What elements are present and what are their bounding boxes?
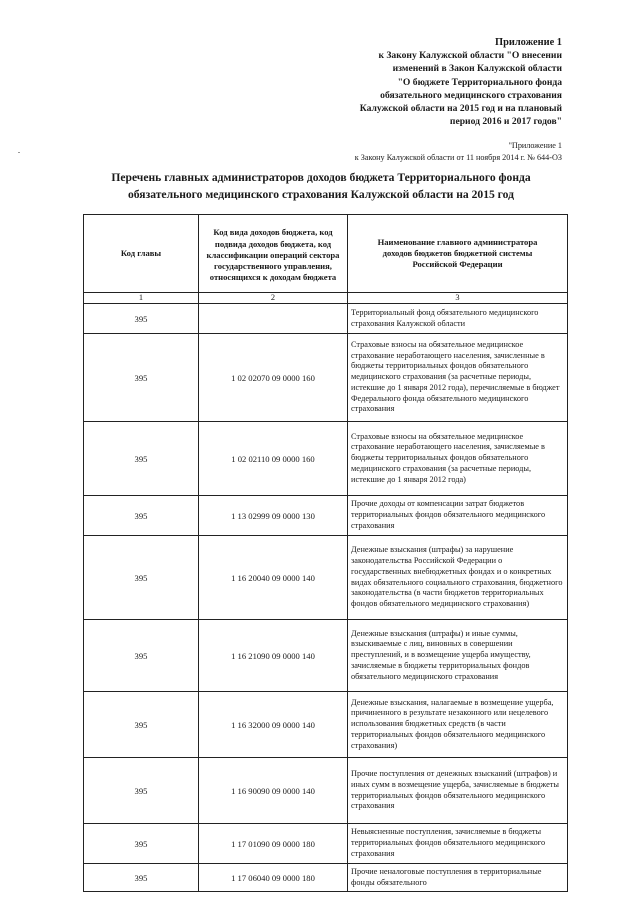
row-code: 395 bbox=[84, 496, 199, 536]
row-name: Страховые взносы на обязательное медицинское страхование неработающего населения, зачисленные в бюджеты территориальных фондов обязательного медицинского страхования (за расчетные периоды, истекшие до 1 января 2012 года), перечисляемые в бюджет Федерального фонда обязательного медицинского страхования bbox=[348, 334, 568, 422]
table-row bbox=[84, 864, 568, 892]
row-code: 395 bbox=[84, 304, 199, 334]
table-row bbox=[84, 536, 568, 620]
row-name: Прочие доходы от компенсации затрат бюджетов территориальных фондов обязательного медицинского страхования bbox=[348, 496, 568, 536]
row-name: Прочие неналоговые поступления в территориальные фонды обязательного bbox=[348, 864, 568, 892]
appendix-header-line: изменений в Закон Калужской области bbox=[392, 63, 562, 75]
table-row bbox=[84, 758, 568, 824]
row-kbk: 1 02 02110 09 0000 160 bbox=[199, 422, 348, 496]
row-code: 395 bbox=[84, 536, 199, 620]
table-row bbox=[84, 334, 568, 422]
table-row bbox=[84, 304, 568, 334]
header-name: Наименование главного администратора доходов бюджетов бюджетной системы Российской Федерации bbox=[348, 215, 568, 293]
column-number: 3 bbox=[348, 293, 568, 304]
scan-mark bbox=[18, 152, 20, 153]
table-row bbox=[84, 496, 568, 536]
document-title bbox=[96, 170, 546, 203]
row-name: Денежные взыскания, налагаемые в возмещение ущерба, причиненного в результате незаконного или нецелевого использования бюджетных средств (в части территориальных фондов обязательного медицинского страхования) bbox=[348, 692, 568, 758]
row-kbk: 1 02 02070 09 0000 160 bbox=[199, 334, 348, 422]
column-number: 2 bbox=[199, 293, 348, 304]
appendix-header bbox=[322, 36, 562, 128]
appendix-header-line: Калужской области на 2015 год и на плановый bbox=[359, 103, 562, 115]
row-kbk: 1 17 01090 09 0000 180 bbox=[199, 824, 348, 864]
appendix-header-line: к Закону Калужской области "О внесении bbox=[378, 50, 562, 62]
appendix-header-line: "О бюджете Территориального фонда bbox=[397, 76, 562, 88]
column-numbers-row bbox=[84, 293, 568, 304]
header-code: Код главы bbox=[84, 215, 199, 293]
row-kbk: 1 17 06040 09 0000 180 bbox=[199, 864, 348, 892]
appendix-header-line: период 2016 и 2017 годов" bbox=[449, 116, 562, 128]
row-code: 395 bbox=[84, 620, 199, 692]
administrators-table bbox=[83, 214, 568, 892]
row-kbk: 1 16 90090 09 0000 140 bbox=[199, 758, 348, 824]
table-row bbox=[84, 422, 568, 496]
appendix-header-line: обязательного медицинского страхования bbox=[380, 89, 562, 101]
row-name: Страховые взносы на обязательное медицинское страхование неработающего населения, зачисляемые в бюджеты территориальных фондов обязательного медицинского страхования (за расчетные периоды, истекшие до 1 января 2012 года) bbox=[348, 422, 568, 496]
original-appendix-reference bbox=[302, 140, 562, 165]
row-kbk: 1 16 21090 09 0000 140 bbox=[199, 620, 348, 692]
table-header-row bbox=[84, 215, 568, 293]
row-name: Невыясненные поступления, зачисляемые в бюджеты территориальных фондов обязательного медицинского страхования bbox=[348, 824, 568, 864]
row-code: 395 bbox=[84, 422, 199, 496]
row-name: Денежные взыскания (штрафы) и иные суммы, взыскиваемые с лиц, виновных в совершении преступлений, и в возмещение ущерба имуществу, зачисляемые в бюджеты территориальных фондов обязательного медицинского страхования bbox=[348, 620, 568, 692]
row-code: 395 bbox=[84, 864, 199, 892]
subheader-line: к Закону Калужской области от 11 ноября 2014 г. № 644-ОЗ bbox=[354, 153, 562, 163]
table-row bbox=[84, 692, 568, 758]
row-kbk: 1 16 32000 09 0000 140 bbox=[199, 692, 348, 758]
row-code: 395 bbox=[84, 758, 199, 824]
row-code: 395 bbox=[84, 824, 199, 864]
row-kbk: 1 16 20040 09 0000 140 bbox=[199, 536, 348, 620]
appendix-header-line: Приложение 1 bbox=[494, 37, 562, 48]
header-kbk: Код вида доходов бюджета, код подвида доходов бюджета, код классификации операций сектора государственного управления, относящихся к доходам бюджета bbox=[199, 215, 348, 293]
table-row bbox=[84, 824, 568, 864]
title-line: обязательного медицинского страхования Калужской области на 2015 год bbox=[128, 187, 514, 201]
title-line: Перечень главных администраторов доходов бюджета Территориального фонда bbox=[111, 171, 531, 184]
row-code: 395 bbox=[84, 692, 199, 758]
row-code: 395 bbox=[84, 334, 199, 422]
row-kbk: 1 13 02999 09 0000 130 bbox=[199, 496, 348, 536]
column-number: 1 bbox=[84, 293, 199, 304]
row-name: Прочие поступления от денежных взысканий (штрафов) и иных сумм в возмещение ущерба, зачисляемые в бюджеты территориальных фондов обязательного медицинского страхования bbox=[348, 758, 568, 824]
table-row bbox=[84, 620, 568, 692]
row-name: Денежные взыскания (штрафы) за нарушение законодательства Российской Федерации о государственных внебюджетных фондах и о конкретных видах обязательного социального страхования, бюджетного законодательства (в части бюджетов территориальных фондов обязательного медицинского страхования) bbox=[348, 536, 568, 620]
row-name: Территориальный фонд обязательного медицинского страхования Калужской области bbox=[348, 304, 568, 334]
subheader-line: "Приложение 1 bbox=[508, 141, 562, 150]
row-kbk bbox=[199, 304, 348, 334]
